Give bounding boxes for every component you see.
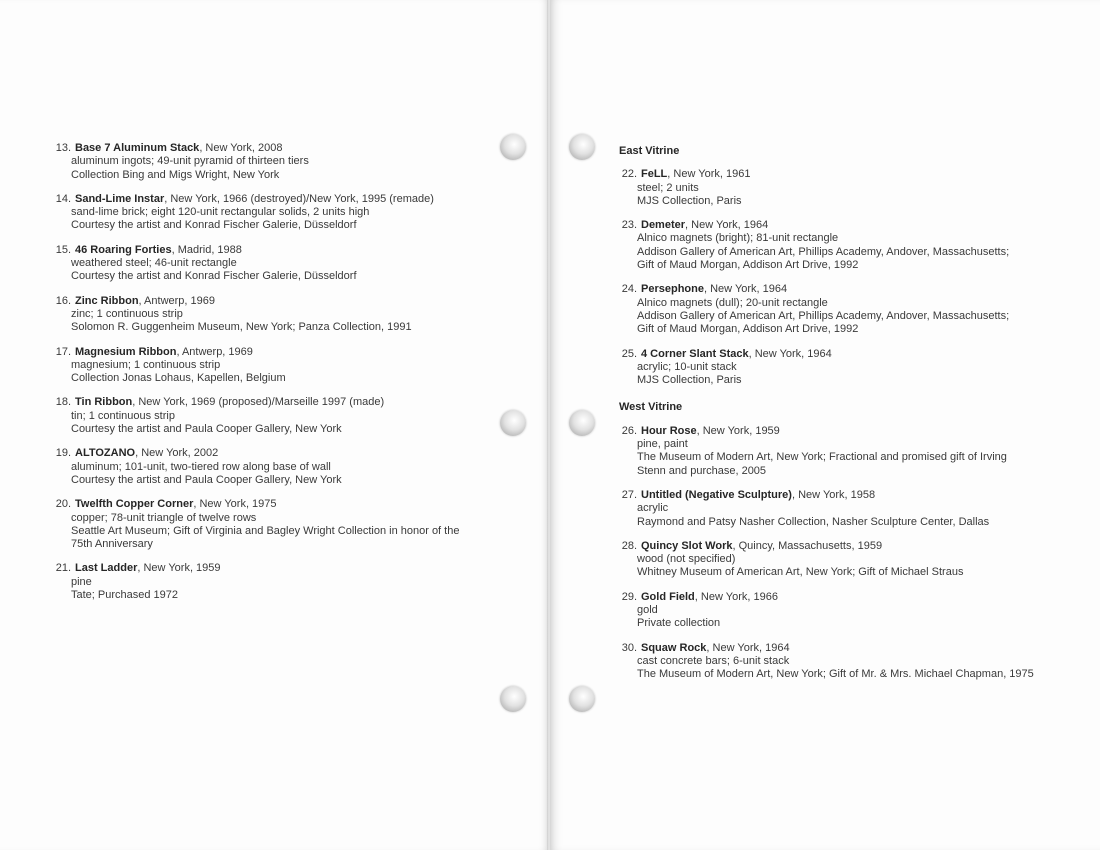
entry-detail-line: magnesium; 1 continuous strip bbox=[71, 358, 221, 371]
artwork-title: Tin Ribbon bbox=[75, 396, 133, 409]
artwork-place-date: , Antwerp, 1969 bbox=[176, 345, 253, 358]
artwork-title: Zinc Ribbon bbox=[75, 294, 139, 307]
artwork-place-date: , New York, 1958 bbox=[791, 488, 876, 501]
entry-detail-line: gold bbox=[637, 604, 658, 617]
entry-title-line bbox=[641, 591, 778, 604]
artwork-title: Untitled (Negative Sculpture) bbox=[641, 488, 792, 501]
entry-detail-line: steel; 2 units bbox=[637, 181, 699, 194]
entry-number: 14. bbox=[55, 192, 71, 205]
entry-detail-line: Addison Gallery of American Art, Phillips Academy, Andover, Massachusetts; bbox=[637, 309, 1010, 322]
entry-number: 27. bbox=[621, 488, 637, 501]
entry-detail-line: aluminum; 101-unit, two-tiered row along base of wall bbox=[71, 460, 331, 473]
entry-number: 24. bbox=[621, 283, 637, 296]
artwork-title: Base 7 Aluminum Stack bbox=[75, 142, 200, 154]
entry-detail-line: copper; 78-unit triangle of twelve rows bbox=[71, 511, 257, 524]
artwork-place-date: , Quincy, Massachusetts, 1959 bbox=[732, 539, 883, 552]
entry-detail-line: MJS Collection, Paris bbox=[637, 194, 742, 207]
entry-detail-line: Courtesy the artist and Paula Cooper Gallery, New York bbox=[71, 473, 342, 486]
entry-detail-line: Courtesy the artist and Paula Cooper Gallery, New York bbox=[71, 423, 342, 436]
artwork-title: ALTOZANO bbox=[75, 447, 136, 460]
entry-title-line bbox=[75, 295, 215, 308]
entry-detail-line: pine bbox=[71, 575, 92, 588]
entry-title-line bbox=[641, 348, 832, 361]
artwork-place-date: , New York, 1975 bbox=[193, 498, 277, 511]
entry-detail-line: The Museum of Modern Art, New York; Fractional and promised gift of Irving bbox=[637, 451, 1007, 464]
entry-detail-line: Collection Bing and Migs Wright, New York bbox=[71, 168, 280, 181]
entry-number: 19. bbox=[55, 447, 71, 460]
entry-title-line bbox=[641, 168, 750, 181]
entry-heading bbox=[53, 346, 523, 359]
entry-number: 21. bbox=[55, 562, 71, 575]
entry-number: 20. bbox=[55, 498, 71, 511]
entry-detail-line: Private collection bbox=[637, 617, 721, 630]
entry-detail-line: Courtesy the artist and Konrad Fischer Galerie, Düsseldorf bbox=[71, 270, 357, 283]
catalog-entry bbox=[53, 193, 523, 233]
entry-title-line bbox=[75, 562, 221, 575]
entry-title-line bbox=[75, 244, 242, 257]
artwork-title: Squaw Rock bbox=[641, 641, 707, 654]
entry-detail-line: Whitney Museum of American Art, New York; Gift of Michael Straus bbox=[637, 566, 964, 579]
entry-number: 18. bbox=[55, 396, 71, 409]
entry-number: 13. bbox=[55, 142, 71, 154]
entry-heading bbox=[619, 642, 1089, 655]
entry-detail-line: Tate; Purchased 1972 bbox=[71, 589, 179, 602]
catalog-entry bbox=[619, 642, 1089, 682]
entry-detail-line: Addison Gallery of American Art, Phillips Academy, Andover, Massachusetts; bbox=[637, 245, 1010, 258]
entry-number: 16. bbox=[55, 294, 71, 307]
entry-detail-line: Stenn and purchase, 2005 bbox=[637, 464, 767, 477]
entry-title-line bbox=[75, 396, 384, 409]
right-column bbox=[619, 145, 1089, 693]
entry-detail-line: Collection Jonas Lohaus, Kapellen, Belgium bbox=[71, 372, 286, 385]
entry-detail-line: acrylic bbox=[637, 502, 669, 515]
catalog-entry bbox=[53, 498, 523, 551]
artwork-place-date: , Madrid, 1988 bbox=[171, 243, 242, 256]
entry-detail-line: Seattle Art Museum; Gift of Virginia and Bagley Wright Collection in honor of the bbox=[71, 524, 460, 537]
catalog-entry bbox=[619, 348, 1089, 388]
section-heading-east: East Vitrine bbox=[619, 145, 680, 157]
entry-detail-line: Raymond and Patsy Nasher Collection, Nasher Sculpture Center, Dallas bbox=[637, 515, 990, 528]
artwork-title: Twelfth Copper Corner bbox=[75, 498, 194, 511]
entry-title-line bbox=[641, 219, 768, 232]
binder-hole-right-bottom bbox=[569, 686, 595, 712]
entry-detail-line: Gift of Maud Morgan, Addison Art Drive, 1992 bbox=[637, 323, 859, 336]
entry-heading bbox=[619, 425, 1089, 438]
catalog-entry bbox=[53, 142, 523, 182]
entry-heading bbox=[53, 244, 523, 257]
entry-number: 28. bbox=[621, 539, 637, 552]
artwork-title: Demeter bbox=[641, 219, 686, 232]
artwork-title: Last Ladder bbox=[75, 562, 138, 575]
artwork-title: Persephone bbox=[641, 283, 704, 296]
catalog-entry bbox=[53, 244, 523, 284]
entry-number: 15. bbox=[55, 243, 71, 256]
artwork-place-date: , New York, 1966 bbox=[694, 590, 778, 603]
page-gutter bbox=[547, 0, 551, 850]
binder-hole-right-top bbox=[569, 134, 595, 160]
left-column bbox=[53, 142, 523, 613]
artwork-place-date: , New York, 1964 bbox=[748, 347, 832, 360]
entry-detail-line: Gift of Maud Morgan, Addison Art Drive, 1992 bbox=[637, 259, 859, 272]
entry-heading bbox=[619, 489, 1089, 502]
entry-number: 17. bbox=[55, 345, 71, 358]
east-vitrine-section bbox=[619, 145, 1089, 387]
entry-detail-line: tin; 1 continuous strip bbox=[71, 409, 175, 422]
entry-heading bbox=[53, 142, 523, 155]
section-heading-west: West Vitrine bbox=[619, 401, 683, 414]
catalog-entry bbox=[619, 168, 1089, 208]
artwork-title: 46 Roaring Forties bbox=[75, 243, 172, 256]
entry-title-line bbox=[75, 142, 282, 155]
entry-heading bbox=[619, 591, 1089, 604]
entry-heading bbox=[619, 540, 1089, 553]
catalog-entry bbox=[53, 562, 523, 602]
entry-detail-line: MJS Collection, Paris bbox=[637, 374, 742, 387]
entry-heading bbox=[619, 348, 1089, 361]
entry-detail-line: zinc; 1 continuous strip bbox=[71, 307, 183, 320]
artwork-title: Hour Rose bbox=[641, 424, 697, 437]
entry-number: 25. bbox=[621, 347, 637, 360]
entry-number: 22. bbox=[621, 168, 637, 181]
entry-number: 23. bbox=[621, 219, 637, 232]
entry-detail-line: cast concrete bars; 6-unit stack bbox=[637, 654, 790, 667]
west-vitrine-list bbox=[619, 425, 1089, 682]
entry-title-line bbox=[641, 489, 875, 502]
artwork-title: 4 Corner Slant Stack bbox=[641, 347, 749, 360]
artwork-place-date: , New York, 1959 bbox=[137, 562, 221, 575]
catalog-entry bbox=[619, 425, 1089, 478]
artwork-place-date: , New York, 1966 (destroyed)/New York, 1995 (remade) bbox=[164, 192, 434, 205]
entry-title-line bbox=[75, 346, 253, 359]
entry-detail-line: sand-lime brick; eight 120-unit rectangular solids, 2 units high bbox=[71, 206, 370, 219]
artwork-place-date: , New York, 1964 bbox=[685, 219, 769, 232]
east-vitrine-list bbox=[619, 168, 1089, 387]
catalog-entry bbox=[53, 396, 523, 436]
entry-title-line bbox=[75, 447, 218, 460]
entry-heading bbox=[53, 562, 523, 575]
artwork-title: Magnesium Ribbon bbox=[75, 345, 177, 358]
artwork-title: Gold Field bbox=[641, 590, 695, 603]
entry-detail-line: Alnico magnets (dull); 20-unit rectangle bbox=[637, 296, 828, 309]
artwork-place-date: , New York, 1964 bbox=[706, 641, 790, 654]
artwork-title: Sand-Lime Instar bbox=[75, 192, 165, 205]
entry-detail-line: acrylic; 10-unit stack bbox=[637, 360, 737, 373]
catalog-entry bbox=[619, 540, 1089, 580]
artwork-place-date: , New York, 2002 bbox=[135, 447, 219, 460]
entry-heading bbox=[53, 498, 523, 511]
artwork-place-date: , New York, 1961 bbox=[667, 168, 751, 181]
binder-hole-right-middle bbox=[569, 410, 595, 436]
artwork-place-date: , New York, 1959 bbox=[696, 424, 780, 437]
entry-number: 26. bbox=[621, 424, 637, 437]
entry-title-line bbox=[75, 193, 434, 206]
artwork-place-date: , New York, 1969 (proposed)/Marseille 1997 (made) bbox=[132, 396, 385, 409]
entry-detail-line: The Museum of Modern Art, New York; Gift of Mr. & Mrs. Michael Chapman, 1975 bbox=[637, 668, 1034, 681]
entry-heading bbox=[619, 219, 1089, 232]
entry-detail-line: Alnico magnets (bright); 81-unit rectangle bbox=[637, 232, 839, 245]
entry-detail-line: pine, paint bbox=[637, 438, 688, 451]
artwork-title: Quincy Slot Work bbox=[641, 539, 733, 552]
entry-heading bbox=[53, 193, 523, 206]
entry-number: 30. bbox=[621, 641, 637, 654]
artwork-place-date: , New York, 1964 bbox=[703, 283, 788, 296]
entry-detail-line: wood (not specified) bbox=[637, 553, 736, 566]
entry-heading bbox=[53, 396, 523, 409]
entry-heading bbox=[53, 447, 523, 460]
artwork-title: FeLL bbox=[641, 168, 668, 181]
entry-title-line bbox=[641, 642, 790, 655]
west-vitrine-section bbox=[619, 401, 1089, 681]
artwork-place-date: , New York, 2008 bbox=[199, 142, 283, 154]
entry-title-line bbox=[641, 283, 787, 296]
artwork-place-date: , Antwerp, 1969 bbox=[138, 294, 215, 307]
entry-heading bbox=[619, 168, 1089, 181]
entry-title-line bbox=[75, 498, 277, 511]
binder-hole-left-bottom bbox=[500, 686, 526, 712]
entry-detail-line: aluminum ingots; 49-unit pyramid of thirteen tiers bbox=[71, 155, 309, 168]
entry-number: 29. bbox=[621, 590, 637, 603]
entry-detail-line: weathered steel; 46-unit rectangle bbox=[71, 257, 237, 270]
entry-heading bbox=[619, 283, 1089, 296]
catalog-entry bbox=[619, 489, 1089, 529]
entry-detail-line: Solomon R. Guggenheim Museum, New York; Panza Collection, 1991 bbox=[71, 321, 412, 334]
catalog-entry bbox=[619, 591, 1089, 631]
entry-title-line bbox=[641, 425, 780, 438]
entry-title-line bbox=[641, 540, 882, 553]
entry-detail-line: Courtesy the artist and Konrad Fischer Galerie, Düsseldorf bbox=[71, 219, 357, 232]
entry-detail-line: 75th Anniversary bbox=[71, 538, 153, 551]
catalog-entry bbox=[53, 295, 523, 335]
catalog-entry bbox=[619, 283, 1089, 336]
entry-heading bbox=[53, 295, 523, 308]
catalog-entry bbox=[53, 447, 523, 487]
catalog-entry bbox=[619, 219, 1089, 272]
catalog-entry bbox=[53, 346, 523, 386]
